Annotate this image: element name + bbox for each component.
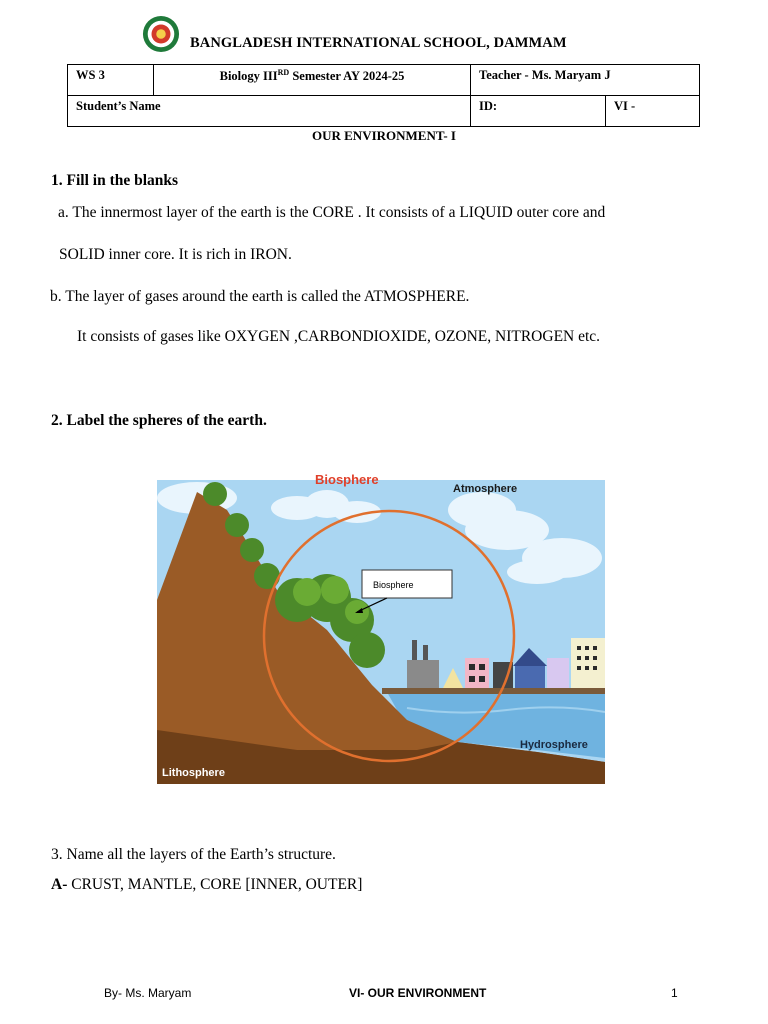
biosphere-top-label: Biosphere	[315, 472, 379, 487]
footer-page-number: 1	[671, 986, 678, 1000]
q1-a-line1: a. The innermost layer of the earth is the CORE . It consists of a LIQUID outer core and	[58, 204, 606, 221]
spheres-figure	[157, 472, 605, 784]
class-cell: VI -	[606, 96, 700, 127]
biosphere-box-label: Biosphere	[373, 580, 414, 590]
school-name: BANGLADESH INTERNATIONAL SCHOOL, DAMMAM	[190, 35, 567, 51]
ground-strip	[382, 688, 605, 694]
student-name-cell: Student’s Name	[68, 96, 471, 127]
q1-heading: 1. Fill in the blanks	[51, 172, 179, 189]
q1-b-line2: It consists of gases like OXYGEN ,CARBONDIOXIDE, OZONE, NITROGEN etc.	[77, 328, 601, 345]
q2-heading: 2. Label the spheres of the earth.	[51, 412, 267, 429]
lithosphere-label: Lithosphere	[162, 767, 225, 779]
footer-center: VI- OUR ENVIRONMENT	[349, 986, 487, 1000]
school-logo	[142, 15, 180, 53]
subject-cell: Biology IIIRD Semester AY 2024-25	[154, 65, 471, 96]
hydrosphere-label: Hydrosphere	[520, 739, 588, 751]
atmosphere-label: Atmosphere	[453, 483, 518, 495]
ws-cell: WS 3	[68, 65, 154, 96]
worksheet-title: OUR ENVIRONMENT- I	[312, 128, 456, 143]
info-table	[67, 64, 700, 127]
footer-author: By- Ms. Maryam	[104, 986, 192, 1000]
q1-a-line2: SOLID inner core. It is rich in IRON.	[59, 246, 292, 263]
id-cell: ID:	[471, 96, 606, 127]
teacher-cell: Teacher - Ms. Maryam J	[471, 65, 700, 96]
q3-answer: A- CRUST, MANTLE, CORE [INNER, OUTER]	[51, 876, 363, 893]
q1-b-line1: b. The layer of gases around the earth is called the ATMOSPHERE.	[50, 288, 470, 305]
q3-question: 3. Name all the layers of the Earth’s structure.	[51, 846, 336, 863]
